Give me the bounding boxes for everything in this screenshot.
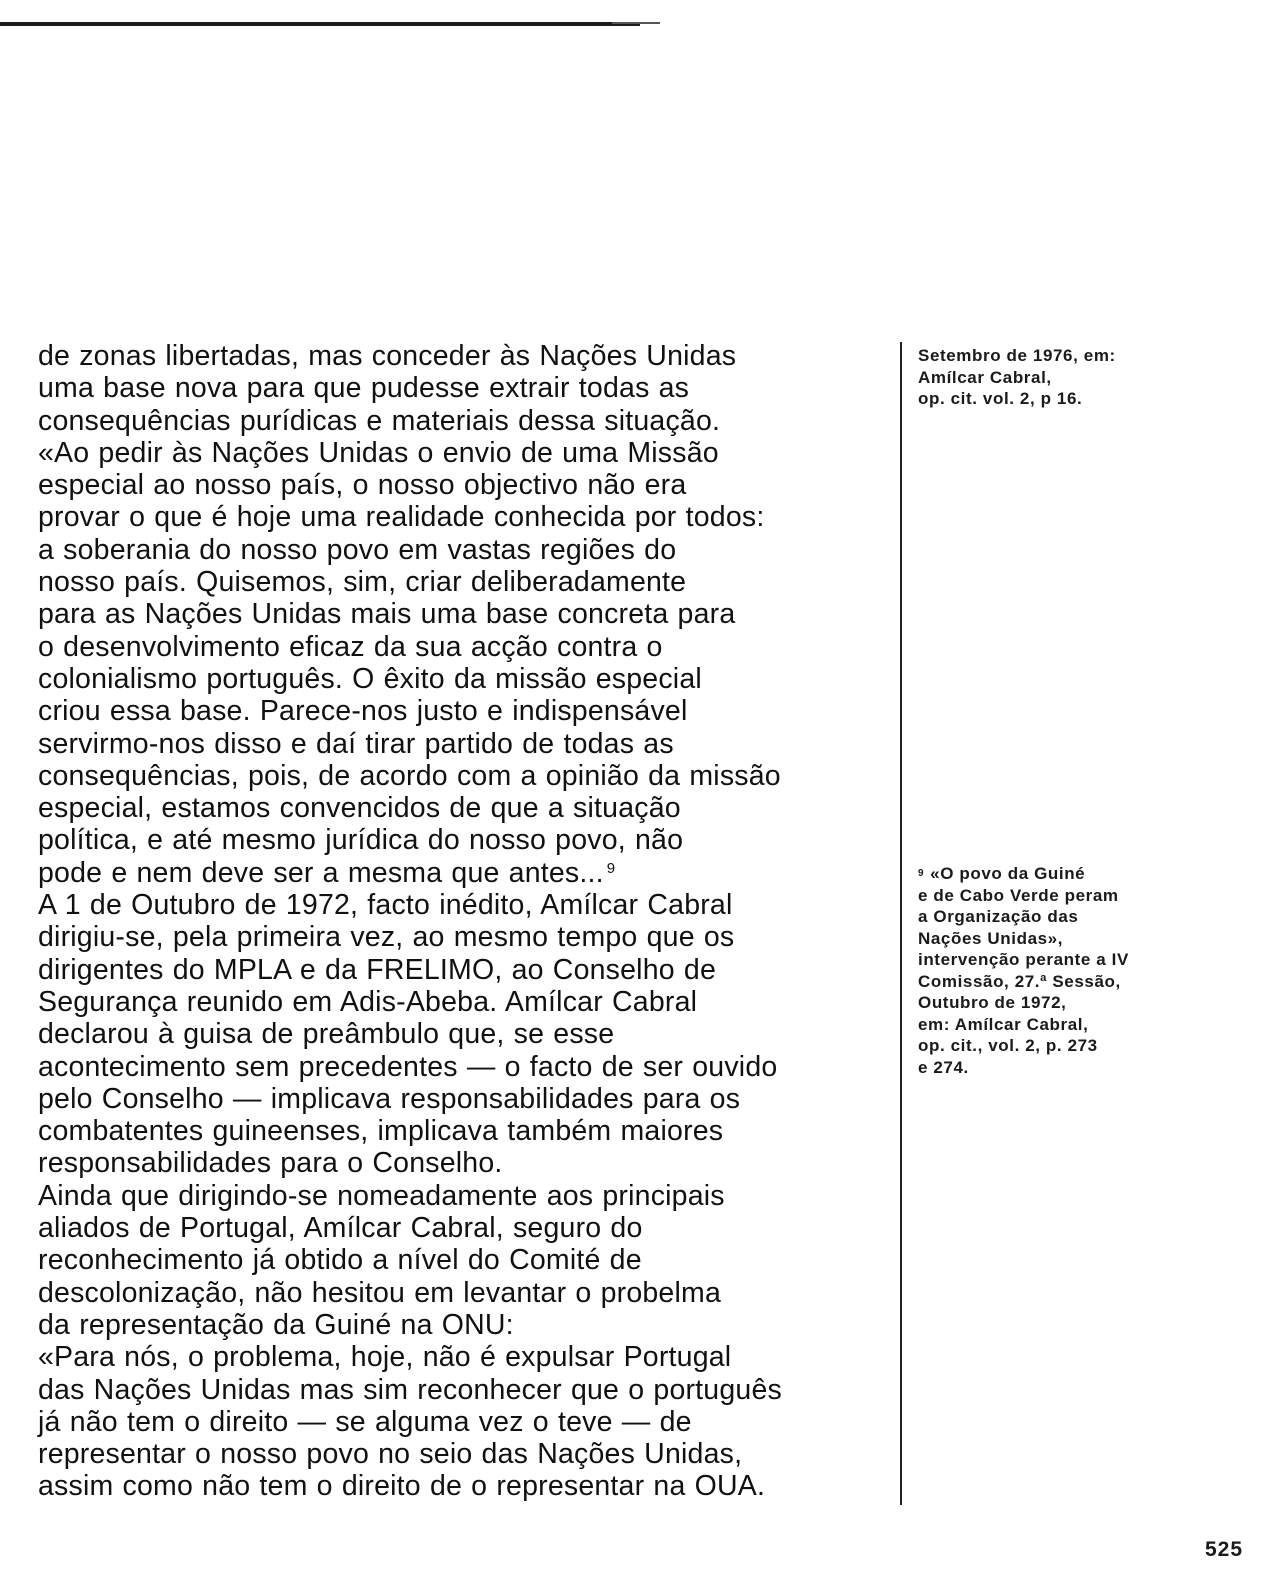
footnote-9 [918,863,1129,1078]
side-note-line: Amílcar Cabral, [918,367,1052,387]
text-line: o desenvolvimento eficaz da sua acção contra o [38,630,663,663]
text-line: representar o nosso povo no seio das Nações Unidas, [38,1438,743,1471]
text-line: criou essa base. Parece-nos justo e indispensável [38,695,688,728]
text-line: uma base nova para que pudesse extrair todas as [38,372,690,405]
text-line: servirmo-nos disso e daí tirar partido de todas as [38,727,674,760]
text-line: declarou à guisa de preâmbulo que, se esse [38,1018,615,1051]
text-line: de zonas libertadas, mas conceder às Nações Unidas [38,340,737,372]
text-line: reconhecimento já obtido a nível do Comité de [38,1244,642,1277]
side-note-line: intervenção perante a IV [918,950,1129,969]
main-text-column [38,340,888,1503]
text-line: «Ao pedir às Nações Unidas o envio de uma Missão [38,436,719,469]
text-line: A 1 de Outubro de 1972, facto inédito, Amílcar Cabral [38,889,733,922]
footnote-marker: 9 [918,868,925,879]
side-note-line: Nações Unidas», [918,928,1064,948]
text-line: assim como não tem o direito de o representar na OUA. [38,1470,766,1503]
text-line: provar o que é hoje uma realidade conhecida por todos: [38,501,765,534]
text-line: política, e até mesmo jurídica do nosso povo, não [38,824,684,857]
text-line: aliados de Portugal, Amílcar Cabral, seguro do [38,1212,643,1245]
text-line: pode e nem deve ser a mesma que antes... [38,856,604,889]
text-line: especial ao nosso país, o nosso objectivo não era [38,469,687,502]
text-line: especial, estamos convencidos de que a situação [38,792,681,825]
text-line: dirigentes do MPLA e da FRELIMO, ao Conselho de [38,953,717,986]
text-line: dirigiu-se, pela primeira vez, ao mesmo tempo que os [38,921,735,954]
page-number: 525 [1205,1538,1244,1561]
text-line: da representação da Guiné na ONU: [38,1308,514,1341]
side-note-line: Outubro de 1972, [918,993,1067,1012]
footnote-ref-9[interactable]: 9 [606,859,616,877]
text-line: a soberania do nosso povo em vastas regiões do [38,533,677,566]
text-line: «Para nós, o problema, hoje, não é expulsar Portugal [38,1341,732,1374]
text-line: já não tem o direito — se alguma vez o teve — de [38,1405,692,1438]
side-note-line: op. cit., vol. 2, p. 273 [918,1036,1098,1055]
side-note-line: Comissão, 27.ª Sessão, [918,971,1121,991]
text-line: descolonização, não hesitou em levantar o probelma [38,1276,721,1309]
text-line-with-footnote [38,857,888,889]
text-line: das Nações Unidas mas sim reconhecer que o português [38,1373,782,1406]
text-line: Segurança reunido em Adis-Abeba. Amílcar Cabral [38,985,698,1018]
side-note-line: e 274. [918,1057,969,1077]
side-note-line: em: Amílcar Cabral, [918,1014,1089,1034]
side-note-line: a Organização das [918,907,1079,926]
text-line: consequências purídicas e materiais dessa situação. [38,404,721,437]
text-line: consequências, pois, de acordo com a opinião da missão [38,759,781,792]
side-note-line: Setembro de 1976, em: [918,346,1116,365]
top-rule-tail [612,22,660,24]
text-line: pelo Conselho — implicava responsabilidades para os [38,1082,741,1115]
text-line: colonialismo português. O êxito da missão especial [38,662,702,695]
text-line: acontecimento sem precedentes — o facto de ser ouvido [38,1050,778,1083]
text-line: para as Nações Unidas mais uma base concreta para [38,598,736,631]
side-note-source [918,345,1116,410]
side-note-line: op. cit. vol. 2, p 16. [918,389,1083,408]
text-line: combatentes guineenses, implicava também maiores [38,1115,724,1148]
side-note-line: «O povo da Guiné [930,864,1086,883]
top-rule [0,22,640,26]
side-note-line: e de Cabo Verde peram [918,885,1119,905]
footnote-first-line [918,863,1129,885]
text-line: responsabilidades para o Conselho. [38,1147,503,1180]
column-divider [900,342,902,1505]
text-line: nosso país. Quisemos, sim, criar deliberadamente [38,566,687,599]
text-line: Ainda que dirigindo-se nomeadamente aos principais [38,1179,725,1212]
